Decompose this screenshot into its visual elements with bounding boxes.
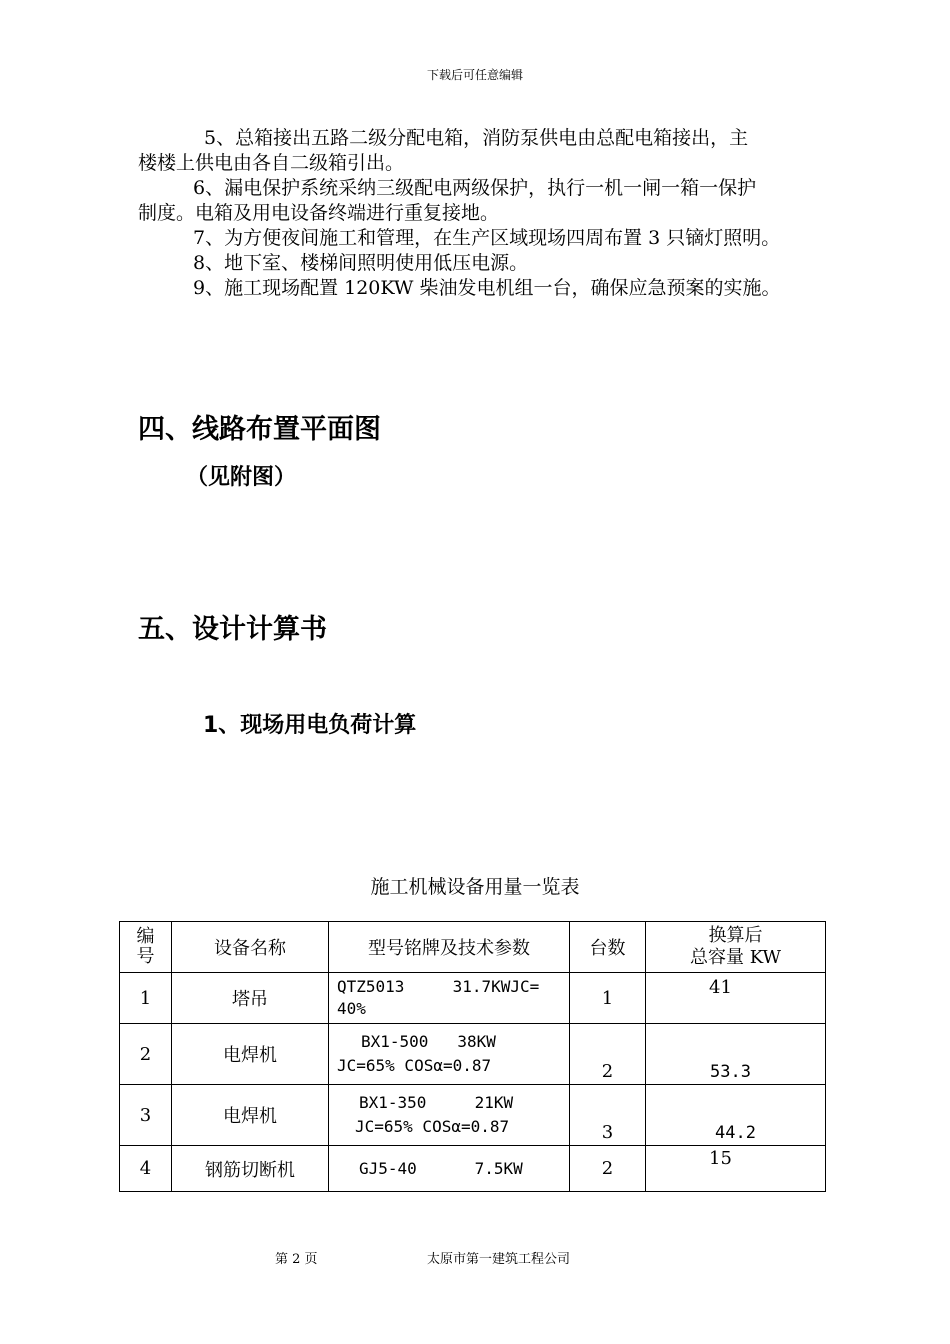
cell-number: 1 xyxy=(120,973,172,1024)
cell-name: 塔吊 xyxy=(172,973,329,1024)
table-row xyxy=(120,973,826,1024)
cell-number: 2 xyxy=(120,1024,172,1085)
cell-model-line2: JC=65% COSα=0.87 xyxy=(355,1117,510,1136)
company-name: 太原市第一建筑工程公司 xyxy=(427,1252,571,1267)
cell-model xyxy=(329,973,570,1024)
table-header-row xyxy=(120,922,826,973)
header-capacity xyxy=(646,922,826,973)
cell-quantity: 3 xyxy=(570,1085,646,1146)
table-caption: 施工机械设备用量一览表 xyxy=(370,876,580,898)
cell-capacity-value: 53.3 xyxy=(710,1062,751,1082)
paragraph-5-line2: 楼楼上供电由各自二级箱引出。 xyxy=(138,152,405,174)
cell-capacity xyxy=(646,1146,826,1192)
cell-capacity-value: 41 xyxy=(709,977,732,998)
cell-model-line2: JC=65% COSα=0.87 xyxy=(337,1056,492,1075)
table-row xyxy=(120,1146,826,1192)
cell-capacity xyxy=(646,1085,826,1146)
cell-model-line1: QTZ5013 31.7KWJC= xyxy=(337,977,540,996)
cell-model-line1: BX1-350 21KW xyxy=(359,1093,514,1112)
cell-capacity xyxy=(646,1024,826,1085)
header-model: 型号铭牌及技术参数 xyxy=(329,922,570,973)
cell-name: 钢筋切断机 xyxy=(172,1146,329,1192)
page-header: 下载后可任意编辑 xyxy=(426,68,523,82)
header-quantity: 台数 xyxy=(570,922,646,973)
cell-quantity: 2 xyxy=(570,1146,646,1192)
cell-name: 电焊机 xyxy=(172,1085,329,1146)
paragraph-7: 7、为方便夜间施工和管理，在生产区域现场四周布置 3 只镝灯照明。 xyxy=(193,227,781,249)
cell-capacity-value: 15 xyxy=(709,1148,732,1169)
paragraph-8: 8、地下室、楼梯间照明使用低压电源。 xyxy=(193,252,529,274)
cell-number: 4 xyxy=(120,1146,172,1192)
cell-model-line1: GJ5-40 7.5KW xyxy=(359,1159,523,1178)
paragraph-5-line1: 5、总箱接出五路二级分配电箱，消防泵供电由总配电箱接出，主 xyxy=(204,127,749,149)
cell-quantity: 2 xyxy=(570,1024,646,1085)
section-5-subtitle: 1、现场用电负荷计算 xyxy=(203,713,417,738)
cell-name: 电焊机 xyxy=(172,1024,329,1085)
paragraph-6-line2: 制度。电箱及用电设备终端进行重复接地。 xyxy=(138,202,500,224)
table-row xyxy=(120,1024,826,1085)
cell-model xyxy=(329,1146,570,1192)
cell-capacity xyxy=(646,973,826,1024)
section-5-title: 五、设计计算书 xyxy=(138,614,327,645)
equipment-table xyxy=(119,921,826,1192)
cell-capacity-value: 44.2 xyxy=(715,1123,756,1143)
page-number: 第 2 页 xyxy=(275,1252,318,1267)
header-capacity-line1: 换算后 xyxy=(708,925,763,946)
section-4-note: （见附图） xyxy=(186,465,297,490)
cell-model xyxy=(329,1024,570,1085)
cell-model xyxy=(329,1085,570,1146)
paragraph-9: 9、施工现场配置 120KW 柴油发电机组一台，确保应急预案的实施。 xyxy=(193,277,781,299)
header-number-line2: 号 xyxy=(136,946,155,967)
table-row xyxy=(120,1085,826,1146)
header-number xyxy=(120,922,172,973)
header-capacity-line2: 总容量 KW xyxy=(689,947,782,968)
header-number-line1: 编 xyxy=(136,926,155,947)
cell-number: 3 xyxy=(120,1085,172,1146)
section-4-title: 四、线路布置平面图 xyxy=(138,414,381,445)
header-name: 设备名称 xyxy=(172,922,329,973)
cell-quantity: 1 xyxy=(570,973,646,1024)
paragraph-6-line1: 6、漏电保护系统采纳三级配电两级保护，执行一机一闸一箱一保护 xyxy=(193,177,757,199)
cell-model-line2: 40% xyxy=(337,999,366,1018)
cell-model-line1: BX1-500 38KW xyxy=(361,1032,496,1051)
